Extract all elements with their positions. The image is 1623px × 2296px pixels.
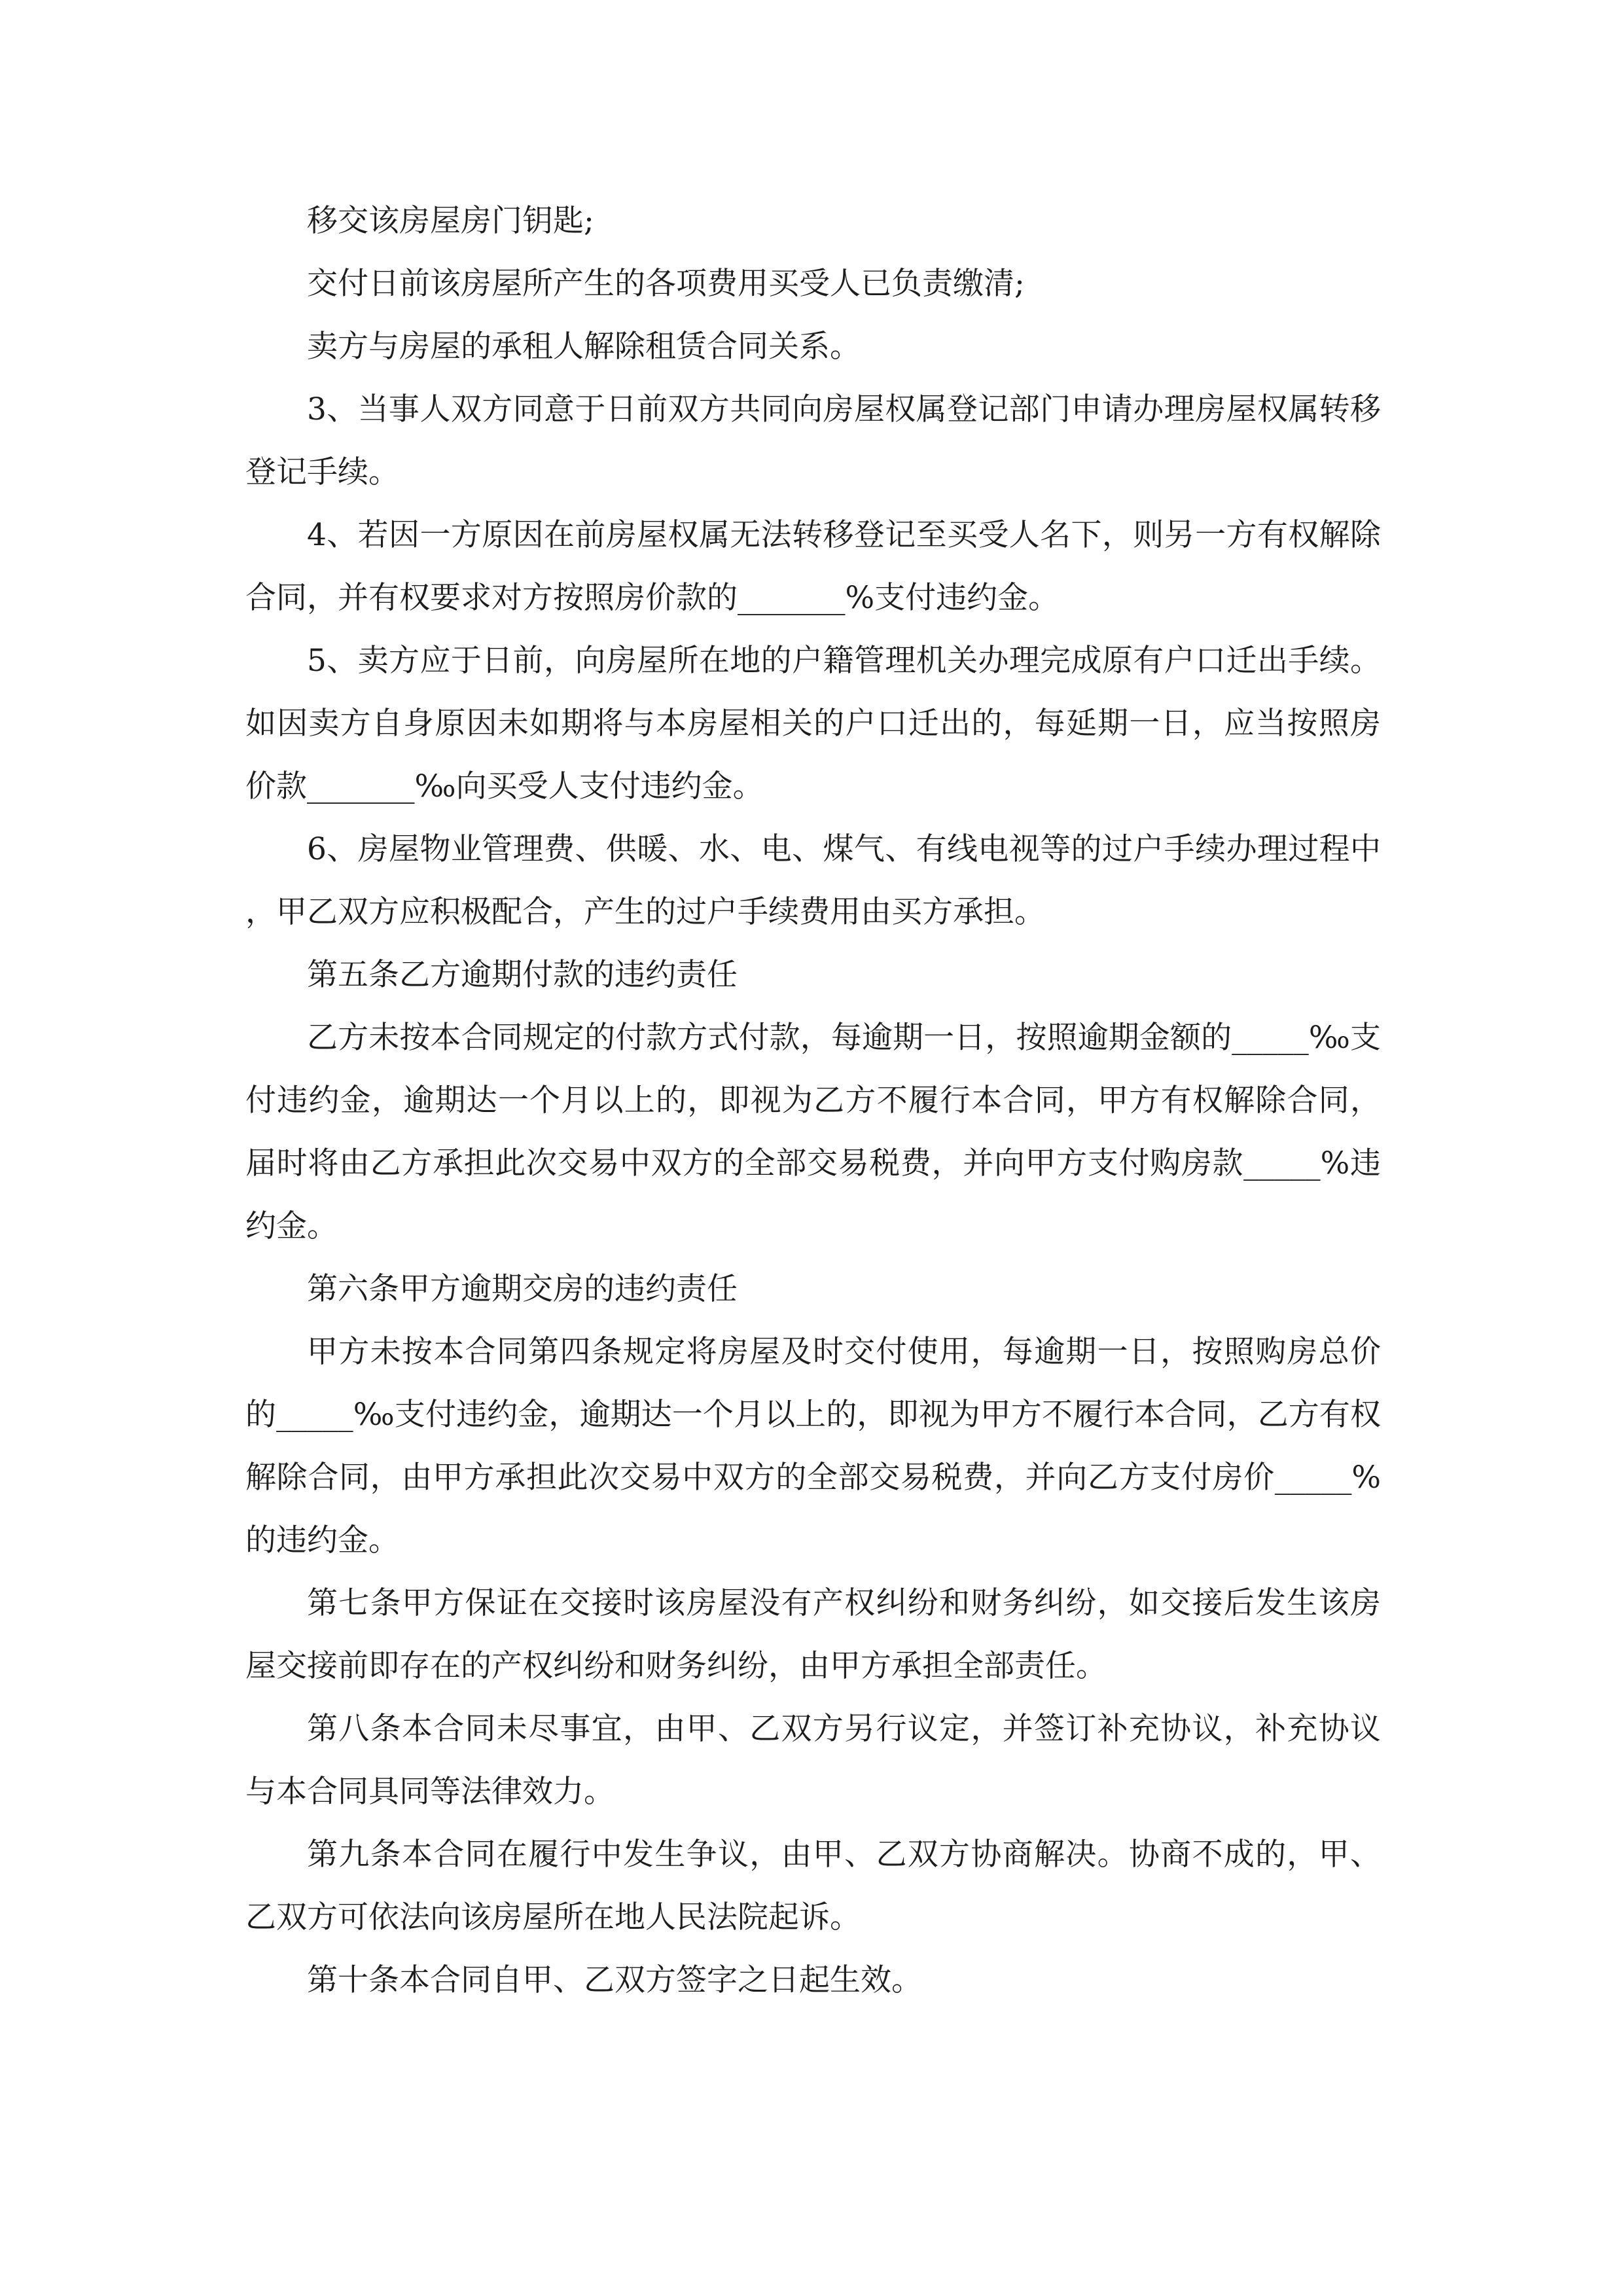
article-5-body: 乙方未按本合同规定的付款方式付款，每逾期一日，按照逾期金额的_____‰支付违约金，逾期达一个月以上的，即视为乙方不履行本合同，甲方有权解除合同，届时将由乙方承担此次交易中双方的全部交易税费，并向甲方支付购房款_____%违约金。	[245, 1020, 1381, 1244]
article-6-body: 甲方未按本合同第四条规定将房屋及时交付使用，每逾期一日，按照购房总价的_____‰支付违约金，逾期达一个月以上的，即视为甲方不履行本合同，乙方有权解除合同，由甲方承担此次交易中双方的全部交易税费，并向乙方支付房价_____%的违约金。	[245, 1334, 1381, 1558]
contract-body	[245, 190, 1381, 2012]
article-5-heading: 第五条乙方逾期付款的违约责任	[307, 957, 738, 993]
paragraph-clause-5: 5、卖方应于日前，向房屋所在地的户籍管理机关办理完成原有户口迁出手续。如因卖方自身原因未如期将与本房屋相关的户口迁出的，每延期一日，应当按照房价款_______‰向买受人支付违约金。	[245, 643, 1381, 804]
article-8: 第八条本合同未尽事宜，由甲、乙双方另行议定，并签订补充协议，补充协议与本合同具同等法律效力。	[245, 1711, 1381, 1810]
paragraph-fees-settled: 交付日前该房屋所产生的各项费用买受人已负责缴清;	[307, 266, 1025, 302]
article-7: 第七条甲方保证在交接时该房屋没有产权纠纷和财务纠纷，如交接后发生该房屋交接前即存在的产权纠纷和财务纠纷，由甲方承担全部责任。	[245, 1585, 1381, 1684]
paragraph-lease-termination: 卖方与房屋的承租人解除租赁合同关系。	[307, 329, 861, 365]
article-9: 第九条本合同在履行中发生争议，由甲、乙双方协商解决。协商不成的，甲、乙双方可依法向该房屋所在地人民法院起诉。	[245, 1837, 1381, 1935]
paragraph-clause-3: 3、当事人双方同意于日前双方共同向房屋权属登记部门申请办理房屋权属转移登记手续。	[245, 391, 1381, 490]
article-10: 第十条本合同自甲、乙双方签字之日起生效。	[307, 1962, 922, 1998]
paragraph-clause-6: 6、房屋物业管理费、供暖、水、电、煤气、有线电视等的过户手续办理过程中，甲乙双方应积极配合，产生的过户手续费用由买方承担。	[245, 831, 1381, 930]
paragraph-key-handover: 移交该房屋房门钥匙;	[307, 203, 594, 239]
paragraph-clause-4: 4、若因一方原因在前房屋权属无法转移登记至买受人名下，则另一方有权解除合同，并有权要求对方按照房价款的_______%支付违约金。	[245, 517, 1381, 616]
article-6-heading: 第六条甲方逾期交房的违约责任	[307, 1271, 738, 1307]
